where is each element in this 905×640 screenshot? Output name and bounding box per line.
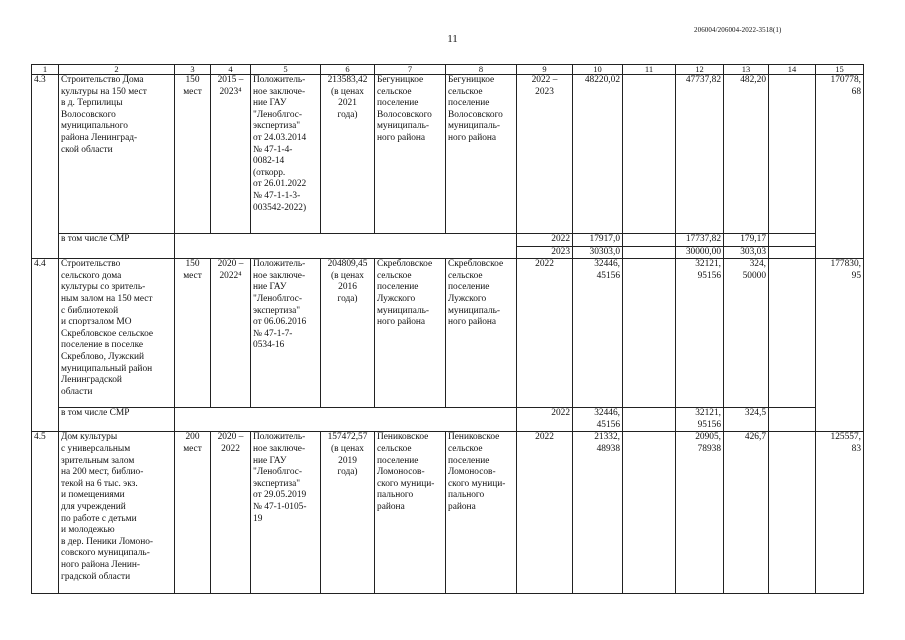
smr-label: в том числе СМР: [59, 408, 175, 432]
customer: Скребловское сельское поселение Лужского муниципаль- ного района: [375, 259, 446, 408]
smr-local: 324,5: [724, 408, 769, 432]
row-number: 4.4: [32, 259, 59, 432]
expertise-conclusion: Положитель- ное заключе- ние ГАУ "Леноблгос- экспертиза" от 29.05.2019 № 47-1-0105- 19: [251, 432, 321, 594]
remaining-cost: 125557, 83: [816, 432, 864, 594]
customer: Пениковское сельское поселение Ломоносов- ского муници- пального района: [375, 432, 446, 594]
smr-federal: [623, 234, 676, 247]
col-header: 2: [59, 65, 175, 75]
construction-years: 2020 – 2022⁴: [211, 259, 251, 408]
local-funding: 482,20: [724, 75, 769, 234]
total-funding: 32446, 45156: [573, 259, 623, 408]
col-header: 14: [769, 65, 816, 75]
col-header: 3: [175, 65, 211, 75]
smr-federal: [623, 246, 676, 259]
smr-other: [769, 234, 816, 247]
smr-year: 2022: [517, 408, 573, 432]
column-header-row: [32, 65, 864, 75]
smr-regional: 30000,00: [676, 246, 724, 259]
regional-funding: 47737,82: [676, 75, 724, 234]
developer: Пениковское сельское поселение Ломоносов- ского муници- пального района: [446, 432, 517, 594]
total-funding: 21332, 48938: [573, 432, 623, 594]
estimated-cost: 157472,57 (в ценах 2019 года): [321, 432, 375, 594]
regional-funding: 32121, 95156: [676, 259, 724, 408]
expertise-conclusion: Положитель- ное заключе- ние ГАУ "Леноблгос- экспертиза" от 06.06.2016 № 47-1-7- 0534-16: [251, 259, 321, 408]
other-funding: [769, 432, 816, 594]
row-number: 4.3: [32, 75, 59, 259]
smr-other: [769, 246, 816, 259]
row-number: 4.5: [32, 432, 59, 594]
federal-funding: [623, 259, 676, 408]
capacity: 200 мест: [175, 432, 211, 594]
expertise-conclusion: Положитель- ное заключе- ние ГАУ "Леноблгос- экспертиза" от 24.03.2014 № 47-1-4- 0082-14 (откорр. от 26.01.2022 № 47-1-1-3- 003542-2022): [251, 75, 321, 234]
total-funding: 48220,02: [573, 75, 623, 234]
local-funding: 426,7: [724, 432, 769, 594]
smr-row: [32, 408, 864, 432]
col-header: 1: [32, 65, 59, 75]
col-header: 4: [211, 65, 251, 75]
smr-regional: 17737,82: [676, 234, 724, 247]
funding-period: 2022 – 2023: [517, 75, 573, 234]
other-funding: [769, 75, 816, 234]
capacity: 150 мест: [175, 259, 211, 408]
document-id: 206004/206004-2022-3518(1): [694, 26, 782, 34]
smr-local: 179,17: [724, 234, 769, 247]
col-header: 8: [446, 65, 517, 75]
col-header: 12: [676, 65, 724, 75]
developer: Скребловское сельское поселение Лужского муниципаль- ного района: [446, 259, 517, 408]
col-header: 6: [321, 65, 375, 75]
capacity: 150 мест: [175, 75, 211, 234]
estimated-cost: 204809,45 (в ценах 2016 года): [321, 259, 375, 408]
col-header: 11: [623, 65, 676, 75]
smr-row: [32, 234, 864, 247]
col-header: 13: [724, 65, 769, 75]
smr-blank: [175, 234, 517, 259]
funding-period: 2022: [517, 432, 573, 594]
regional-funding: 20905, 78938: [676, 432, 724, 594]
federal-funding: [623, 432, 676, 594]
smr-total: 32446, 45156: [573, 408, 623, 432]
developer: Бегуницкое сельское поселение Волосовского муниципаль- ного района: [446, 75, 517, 234]
object-name: Строительство Дома культуры на 150 мест в д. Терпилицы Волосовского муниципального района Ленинград- ской области: [59, 75, 175, 234]
customer: Бегуницкое сельское поселение Волосовского муниципаль- ного района: [375, 75, 446, 234]
col-header: 10: [573, 65, 623, 75]
construction-years: 2020 – 2022: [211, 432, 251, 594]
table-row: [32, 432, 864, 594]
smr-total: 30303,0: [573, 246, 623, 259]
smr-local: 303,03: [724, 246, 769, 259]
object-name: Дом культуры с универсальным зрительным залом на 200 мест, библио- текой на 6 тыс. экз. и помещениями для учреждений по работе с детьми и молодежью в дер. Пеники Ломоно- совского муниципаль- ного района Ленин- градской области: [59, 432, 175, 594]
funding-period: 2022: [517, 259, 573, 408]
smr-year: 2023: [517, 246, 573, 259]
smr-regional: 32121, 95156: [676, 408, 724, 432]
investment-objects-table: [31, 64, 864, 594]
federal-funding: [623, 75, 676, 234]
page-number: 11: [447, 33, 458, 45]
object-name: Строительство сельского дома культуры со зритель- ным залом на 150 мест с библиотекой и спортзалом МО Скребловское сельское поселение в поселке Скреблово, Лужский муниципальный район Ленинградской области: [59, 259, 175, 408]
remaining-cost: 177830, 95: [816, 259, 864, 432]
smr-label: в том числе СМР: [59, 234, 175, 259]
smr-year: 2022: [517, 234, 573, 247]
smr-blank: [175, 408, 517, 432]
table-row: [32, 259, 864, 408]
remaining-cost: 170778, 68: [816, 75, 864, 259]
col-header: 15: [816, 65, 864, 75]
estimated-cost: 213583,42 (в ценах 2021 года): [321, 75, 375, 234]
construction-years: 2015 – 2023⁴: [211, 75, 251, 234]
smr-other: [769, 408, 816, 432]
local-funding: 324, 50000: [724, 259, 769, 408]
col-header: 7: [375, 65, 446, 75]
smr-federal: [623, 408, 676, 432]
table-row: [32, 75, 864, 234]
other-funding: [769, 259, 816, 408]
col-header: 9: [517, 65, 573, 75]
smr-total: 17917,0: [573, 234, 623, 247]
col-header: 5: [251, 65, 321, 75]
